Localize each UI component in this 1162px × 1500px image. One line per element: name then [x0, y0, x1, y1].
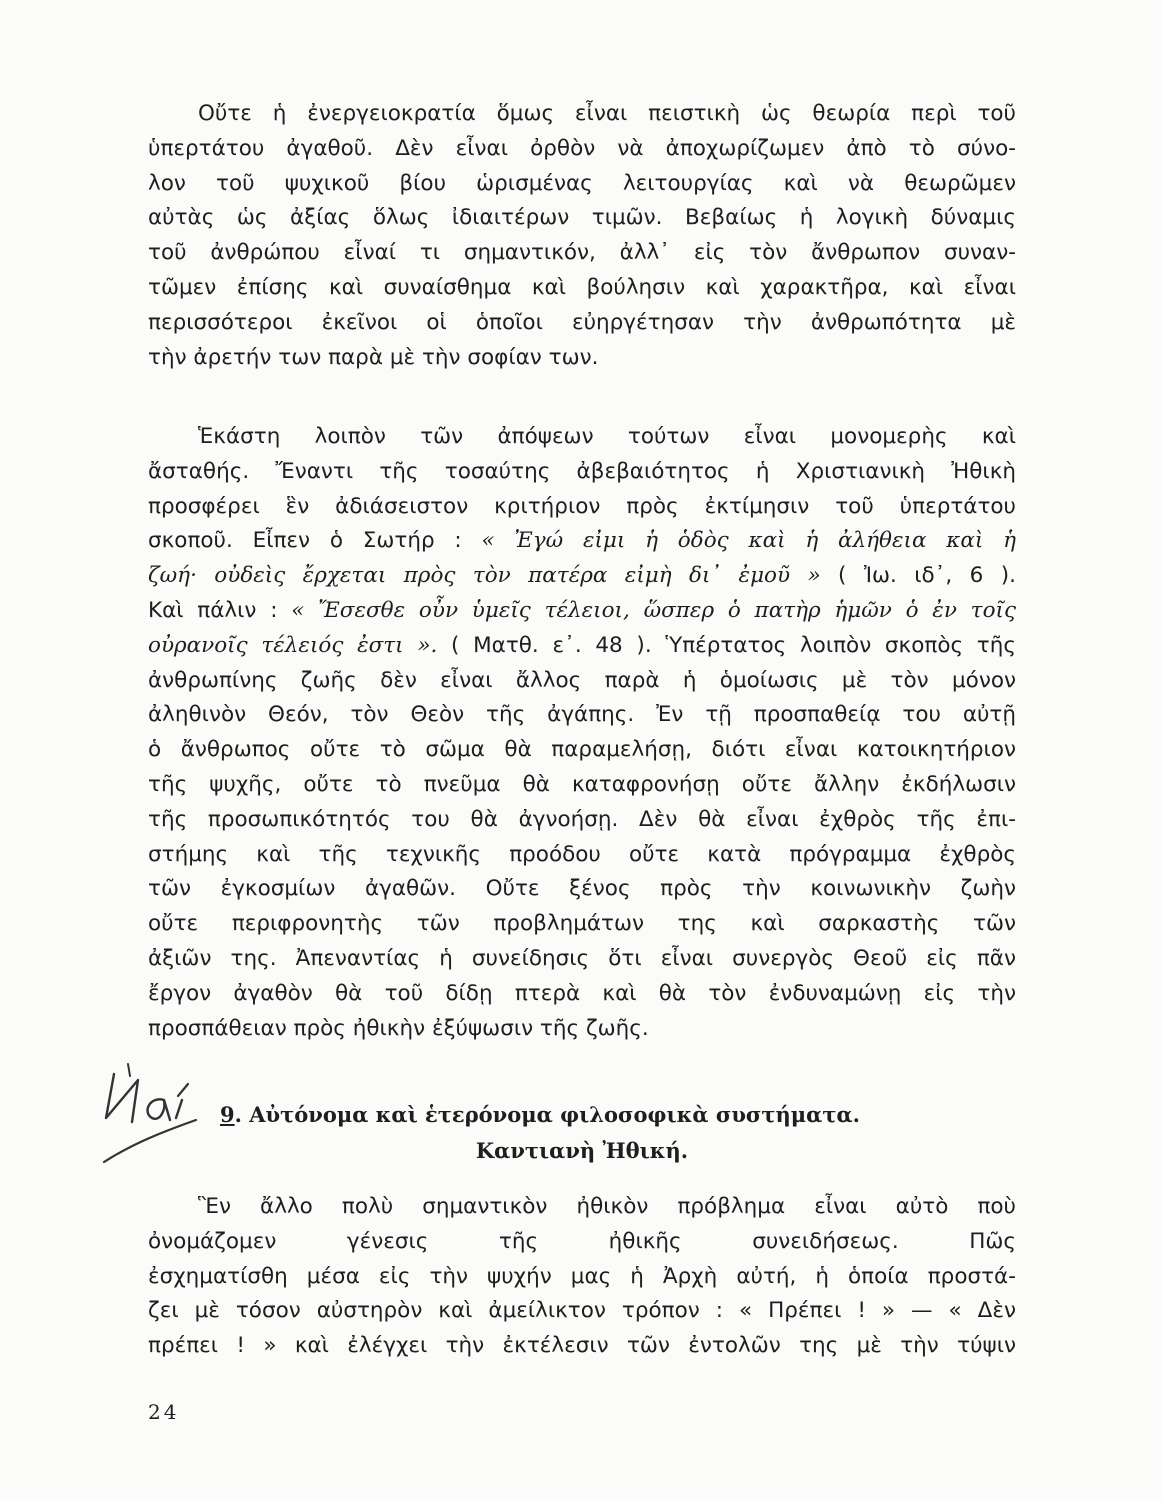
text-line: τὴν ἀρετήν των παρὰ μὲ τὴν σοφίαν των. [148, 344, 599, 370]
text-line: ἐσχηματίσθη μέσα εἰς τὴν ψυχήν μας ἡ Ἀρχὴ αὐτή, ἡ ὁποία προστά- [148, 1263, 1016, 1289]
text-line: αὐτὰς ὡς ἀξίας ὅλως ἰδιαιτέρων τιμῶν. Βεβαίως ἡ λογικὴ δύναμις [148, 205, 1016, 231]
quote-john: « Ἐγώ εἰμι ἡ ὁδὸς καὶ ἡ ἀλήθεια καὶ ἡ [481, 528, 1016, 554]
text-line: πρέπει ! » καὶ ἐλέγχει τὴν ἐκτέλεσιν τῶν ἐντολῶν της μὲ τὴν τύψιν [148, 1333, 1016, 1359]
text-line: τῆς προσωπικότητός του θὰ ἀγνοήσῃ. Δὲν θὰ εἶναι ἐχθρὸς τῆς ἐπι- [148, 806, 1016, 832]
text-line: ἄσταθής. Ἔναντι τῆς τοσαύτης ἀβεβαιότητος ἡ Χριστιανικὴ Ἠθικὴ [148, 458, 1016, 484]
text-line: ἔργον ἀγαθὸν θὰ τοῦ δίδῃ πτερὰ καὶ θὰ τὸν ἐνδυναμώνῃ εἰς τὴν [148, 980, 1016, 1006]
text-line: ἀξιῶν της. Ἀπεναντίας ἡ συνείδησις ὅτι εἶναι συνεργὸς Θεοῦ εἰς πᾶν [148, 945, 1016, 971]
text-line: ὑπερτάτου ἀγαθοῦ. Δὲν εἶναι ὀρθὸν νὰ ἀποχωρίζωμεν ἀπὸ τὸ σύνο- [148, 135, 1016, 161]
text-line: τῶμεν ἐπίσης καὶ συναίσθημα καὶ βούλησιν καὶ χαρακτῆρα, καὶ εἶναι [148, 274, 1016, 300]
text-line [148, 559, 1016, 594]
text-line: Ἓν ἄλλο πολὺ σημαντικὸν ἠθικὸν πρόβλημα εἶναι αὐτὸ ποὺ [198, 1194, 1016, 1219]
paragraph-1 [148, 97, 1016, 375]
text-line: τῶν ἐγκοσμίων ἀγαθῶν. Οὔτε ξένος πρὸς τὴν κοινωνικὴν ζωὴν [148, 876, 1016, 902]
text-line [148, 629, 1016, 664]
text-line: λον τοῦ ψυχικοῦ βίου ὡρισμένας λειτουργίας καὶ νὰ θεωρῶμεν [148, 170, 1016, 196]
text-line: στήμης καὶ τῆς τεχνικῆς προόδου οὔτε κατὰ πρόγραμμα ἐχθρὸς [148, 841, 1016, 867]
text-line: ὀνομάζομεν γένεσις τῆς ἠθικῆς συνειδήσεως. Πῶς [148, 1228, 1016, 1254]
text-line: ζει μὲ τόσον αὐστηρὸν καὶ ἀμείλικτον τρόπον : « Πρέπει ! » — « Δὲν [148, 1298, 1016, 1324]
section-title: . Αὐτόνομα καὶ ἑτερόνομα φιλοσοφικὰ συστήματα. [234, 1102, 860, 1127]
text-line [148, 524, 1016, 559]
paragraph-3 [148, 1190, 1016, 1364]
section-number: 9 [220, 1102, 235, 1127]
text-line: Ἑκάστη λοιπὸν τῶν ἀπόψεων τούτων εἶναι μονομερὴς καὶ [198, 424, 1016, 449]
text-line [148, 594, 1016, 629]
quote-matthew-cont: οὐρανοῖς τέλειός ἐστι ». [148, 632, 438, 658]
text-line: ἀνθρωπίνης ζωῆς δὲν εἶναι ἄλλος παρὰ ἡ ὁμοίωσις μὲ τὸν μόνον [148, 667, 1016, 693]
citation: ( Ἰω. ιδ᾽, 6 ). [838, 563, 1016, 589]
text-run: Καὶ πάλιν : [148, 597, 278, 623]
quote-john-cont: ζωή· οὐδεὶς ἔρχεται πρὸς τὸν πατέρα εἰμὴ δι᾽ ἐμοῦ » [148, 563, 821, 589]
text-line: περισσότεροι ἐκεῖνοι οἱ ὁποῖοι εὐηργέτησαν τὴν ἀνθρωπότητα μὲ [148, 309, 1016, 335]
text-line: ἀληθινὸν Θεόν, τὸν Θεὸν τῆς ἀγάπης. Ἐν τῇ προσπαθείᾳ του αὐτῇ [148, 702, 1016, 728]
section-subheading: Καντιανὴ Ἠθική. [475, 1138, 689, 1163]
page-number: 24 [148, 1400, 180, 1424]
section-heading [205, 1098, 1000, 1132]
text-line: ὁ ἄνθρωπος οὔτε τὸ σῶμα θὰ παραμελήσῃ, διότι εἶναι κατοικητήριον [148, 737, 1016, 763]
paragraph-2 [148, 420, 1016, 1046]
text-line: προσφέρει ἓν ἀδιάσειστον κριτήριον πρὸς ἐκτίμησιν τοῦ ὑπερτάτου [148, 493, 1016, 519]
quote-matthew: « Ἔσεσθε οὖν ὑμεῖς τέλειοι, ὥσπερ ὁ πατὴρ ἡμῶν ὁ ἐν τοῖς [291, 597, 1016, 623]
text-run: ( Ματθ. ε᾽. 48 ). Ὑπέρτατος λοιπὸν σκοπὸς τῆς [451, 632, 1016, 658]
text-line: τοῦ ἀνθρώπου εἶναί τι σημαντικόν, ἀλλ᾽ εἰς τὸν ἄνθρωπον συναν- [148, 240, 1016, 266]
text-line: τῆς ψυχῆς, οὔτε τὸ πνεῦμα θὰ καταφρονήσῃ οὔτε ἄλλην ἐκδήλωσιν [148, 771, 1016, 797]
text-line: Οὔτε ἡ ἐνεργειοκρατία ὅμως εἶναι πειστικὴ ὡς θεωρία περὶ τοῦ [198, 101, 1016, 126]
text-line: οὔτε περιφρονητὴς τῶν προβλημάτων της καὶ σαρκαστὴς τῶν [148, 911, 1016, 937]
text-run: σκοποῦ. Εἶπεν ὁ Σωτήρ : [148, 528, 462, 554]
text-line: προσπάθειαν πρὸς ἠθικὴν ἐξύψωσιν τῆς ζωῆς. [148, 1015, 649, 1041]
